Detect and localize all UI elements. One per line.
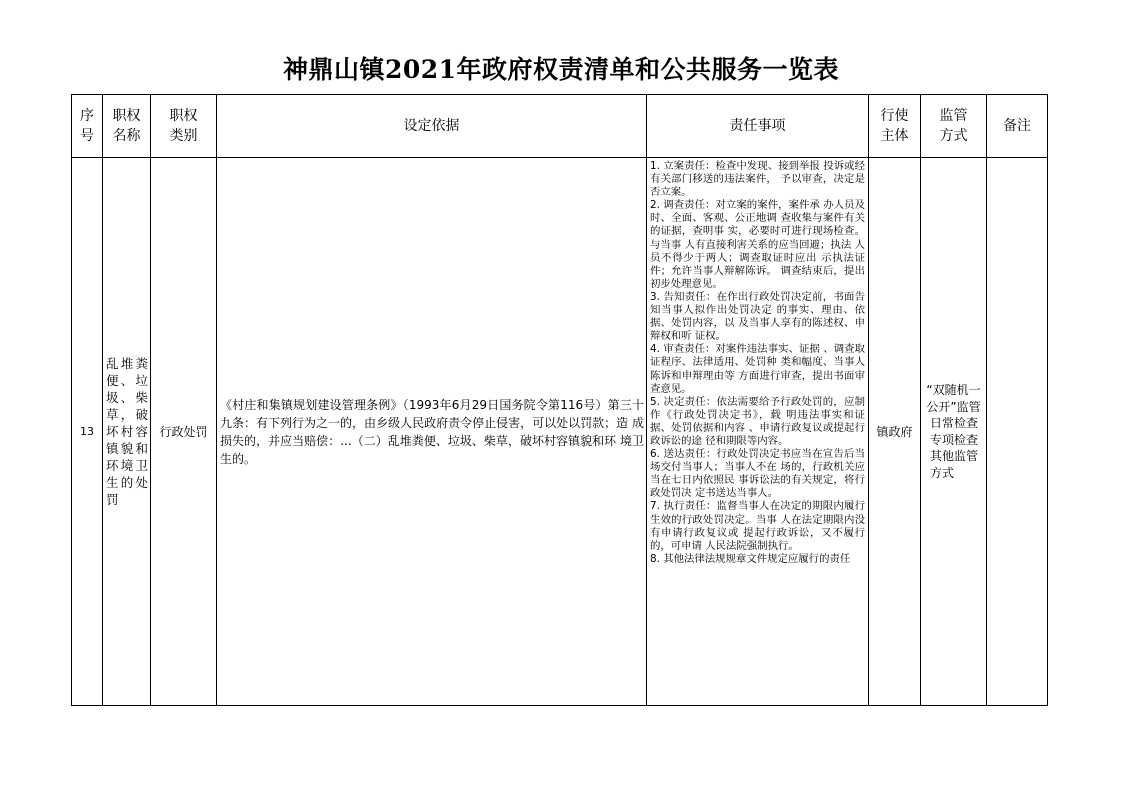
cell-responsibility [647, 158, 869, 706]
cell-category: 行政处罚 [151, 158, 217, 706]
header-seq: 序 号 [72, 95, 103, 158]
header-name: 职权 名称 [103, 95, 151, 158]
header-supervision: 监管 方式 [921, 95, 987, 158]
responsibility-item: 2. 调查责任：对立案的案件，案件承 办人员及时、全面、客观、公正地调 查收集与案件有关的证据，查明事 实，必要时可进行现场检查。与当事 人有直接利害关系的应当回避；执法 人员不得少于两人；调查取证时应出 示执法证件；允许当事人辩解陈诉。 调查结束后，提出初步处理意见。 [650, 199, 865, 290]
cell-seq: 13 [72, 158, 103, 706]
supervision-item: 其他监管方式 [930, 449, 979, 480]
page-title: 神鼎山镇2021年政府权责清单和公共服务一览表 [282, 55, 840, 84]
supervision-item: 日常检查 [930, 416, 979, 430]
responsibility-item: 3. 告知责任：在作出行政处罚决定前，书面告知当事人拟作出处罚决定 的事实、理由、依据、处罚内容，以 及当事人享有的陈述权、申辩权和听 证权。 [650, 290, 865, 343]
supervision-item: “双随机一公开”监管 [926, 383, 981, 414]
cell-name: 乱堆粪便、垃圾、柴草，破坏村容镇貌和环境卫生的处罚 [103, 158, 151, 706]
cell-subject: 镇政府 [869, 158, 921, 706]
header-basis: 设定依据 [217, 95, 647, 158]
responsibility-item: 7. 执行责任：监督当事人在决定的期限内履行生效的行政处罚决定。当事 人在法定期限内没有申请行政复议或 提起行政诉讼，又不履行的，可申请 人民法院强制执行。 [650, 500, 865, 552]
responsibility-item: 5. 决定责任：依法需要给予行政处罚的，应制作《行政处罚决定书》，载 明违法事实和证据、处罚依据和内容 、申请行政复议或提起行政诉讼的途 径和期限等内容。 [650, 395, 865, 447]
header-responsibility: 责任事项 [647, 95, 869, 158]
responsibility-item: 8. 其他法律法规规章文件规定应履行的责任 [650, 552, 851, 565]
supervision-item: 专项检查 [930, 432, 979, 447]
responsibility-item: 1. 立案责任：检查中发现、接到举报 投诉或经有关部门移送的违法案件， 予以审查，决定是否立案。 [650, 160, 865, 199]
responsibility-item: 6. 送达责任：行政处罚决定书应当在宣告后当场交付当事人；当事人不在 场的，行政机关应当在七日内依照民 事诉讼法的有关规定，将行政处罚决 定书送达当事人。 [650, 448, 865, 500]
responsibility-item: 4. 审查责任：对案件违法事实、证据 、调查取证程序、法律适用、处罚种 类和幅度、当事人陈诉和申辩理由等 方面进行审查，提出书面审查意见。 [650, 343, 865, 395]
header-note: 备注 [987, 95, 1048, 158]
table-row [72, 158, 1048, 706]
cell-note [987, 158, 1048, 706]
cell-basis: 《村庄和集镇规划建设管理条例》（1993年6月29日国务院令第116号）第三十 九条：有下列行为之一的，由乡级人民政府责令停止侵害，可以处以罚款；造 成损失的，并应当赔偿：...（二）乱堆粪便、垃圾、柴草，破坏村容镇貌和环 境卫生的。 [217, 158, 647, 706]
responsibility-table [71, 94, 1048, 706]
table-header-row [72, 95, 1048, 158]
header-category: 职权 类别 [151, 95, 217, 158]
cell-supervision [921, 158, 987, 706]
header-subject: 行使 主体 [869, 95, 921, 158]
